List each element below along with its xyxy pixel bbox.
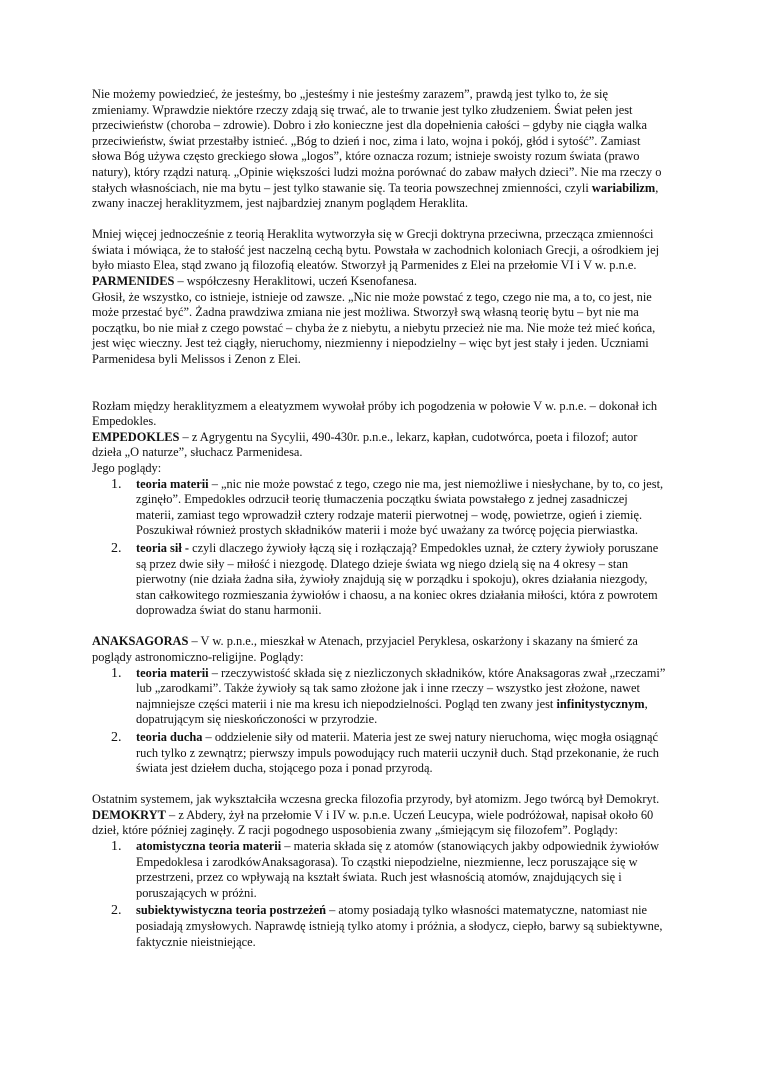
text: , dopatrującym się nieskończoności w przyrodzie. (136, 696, 648, 727)
name-anaksagoras: ANAKSAGORAS (92, 634, 189, 649)
term: teoria sił - (136, 540, 189, 555)
paragraph-anaxagoras (92, 634, 668, 665)
list-item (111, 476, 668, 539)
text-bold-period: . Nie ma rzeczy o stałych własnościach, nie ma bytu – jest tylko stawanie się. Ta teoria powszechnej zmienności, czyli (92, 164, 662, 195)
term-wariabilizm: wariabilizm (591, 180, 656, 195)
name-parmenides: PARMENIDES (92, 274, 175, 289)
list-number: 1. (111, 665, 122, 681)
text: – współczesny Heraklitowi, uczeń Ksenofanesa. (174, 274, 417, 289)
text: Głosił, że wszystko, co istnieje, istnieje od zawsze. „Nic nie może powstać z tego, czego nie ma, a to, co jest, nie może przestać być”. Żadna prawdziwa zmiana nie jest możliwa. Stworzył swą własną teorię bytu – byt nie ma początku, bo nie miał z czego powstać – chyba że z niebytu, a niebytu przecież nie ma. Nie może też mieć końca, jest więc wieczny. Jest też ciągły, nieruchomy, niezmienny i niepodzielny – więc byt jest stały i jeden. Uczniami Parmenidesa byli Melissos i Zenon z Elei. (92, 289, 656, 366)
list-item (111, 729, 668, 777)
text: – atomy posiadają tylko własności matematyczne, natomiast nie posiadają zmysłowych. Naprawdę istnieją tylko atomy i próżnia, a słodycz, ciepło, barwy są subiektywne, faktycznie nieistniejące. (136, 903, 663, 949)
name-demokryt: DEMOKRYT (92, 807, 166, 822)
list-item (111, 665, 668, 728)
paragraph-heraclitus (92, 87, 668, 212)
text: , zwany inaczej heraklityzmem, jest najbardziej znanym poglądem Heraklita. (92, 180, 659, 211)
term: atomistyczna teoria materii (136, 839, 282, 854)
term: subiektywistyczna teoria postrzeżeń (136, 903, 326, 918)
text: – materia składa się z atomów (stanowiących jakby odpowiednik żywiołów Empedoklesa i zarodkówAnaksagorasa). To cząstki niepodzielne, niezmienne, lecz poruszające się w przestrzeni, przez co wpływają na kształt świata. Ruch jest własnością atomów, znajdujących się i poruszających w próżni. (136, 839, 660, 900)
term: teoria materii (136, 665, 209, 680)
text: – oddzielenie siły od materii. Materia jest ze swej natury nieruchoma, więc mogła osiągnąć ruch tylko z zewnątrz; pierwszy impuls powodujący ruch materii uczynił duch. Stąd przekonanie, że ruch świata jest dziełem ducha, stojącego poza i ponad przyrodą. (136, 729, 659, 776)
list-number: 1. (111, 476, 122, 492)
text: czyli dlaczego żywioły łączą się i rozłączają? Empedokles uznał, że cztery żywioły poruszane są przez dwie siły – miłość i niezgodę. Dlatego dzieje świata wg niego dzielą się na 4 okresy – stan pierwotny (nie działa żadna siła, żywioły znajdują się w porządku i spokoju), okres działania niezgody, stan całkowitego rozmieszania żywiołów i chaosu, a na koniec okres działania miłości, która z powrotem doprowadza świat do stanu harmonii. (136, 540, 659, 618)
name-empedokles: EMPEDOKLES (92, 429, 180, 444)
term: teoria ducha (136, 729, 203, 744)
list-democritus-views (92, 839, 668, 950)
text: – z Abdery, żył na przełomie V i IV w. p.n.e. Uczeń Leucypa, wiele podróżował, napisał około 60 dzieł, które później zaginęły. Z racji pogodnego usposobienia zwany „śmiejącym się filozofem”. Poglądy: (92, 807, 654, 838)
term: teoria materii (136, 476, 209, 491)
list-item (111, 839, 668, 901)
paragraph-empedocles (92, 399, 668, 477)
list-number: 2. (111, 729, 122, 745)
paragraph-democritus (92, 792, 668, 839)
text: – „nic nie może powstać z tego, czego nie ma, jest niemożliwe i niesłychane, by to, co jest, zginęło”. Empedokles odrzucił teorię tłumaczenia początku świata powstałego z jednej zasadniczej materii, zamiast tego wprowadził cztery rodzaje materii pierwotnej – wodę, powietrze, ogień i ziemię. Poszukiwał również prostych składników materii i może być uważany za twórcę pojęcia pierwiastka. (136, 476, 664, 538)
text: Ostatnim systemem, jak wykształciła wczesna grecka filozofia przyrody, był atomizm. Jego twórcą był Demokryt. (92, 792, 660, 807)
list-item (111, 540, 668, 619)
text: Mniej więcej jednocześnie z teorią Heraklita wytworzyła się w Grecji doktryna przeciwna, przecząca zmienności świata i mówiąca, że to stałość jest naczelną cechą bytu. Powstała w zachodnich koloniach Grecji, a ośrodkiem jej było miasto Elea, stąd zwano ją filozofią eleatów. Stworzył ją Parmenides z Elei na przełomie VI i V w. p.n.e. (92, 227, 660, 273)
text: Rozłam między heraklityzmem a eleatyzmem wywołał próby ich pogodzenia w połowie V w. p.n.e. – dokonał ich Empedokles. (92, 398, 658, 429)
text: Nie możemy powiedzieć, że jesteśmy, bo „jesteśmy i nie jesteśmy zarazem”, prawdą jest tylko to, że się zmieniamy. Wprawdzie niektóre rzeczy zdają się trwać, ale to trwanie jest tylko złudzeniem. Świat pełen jest przeciwieństw (choroba – zdrowie). Dobro i zło konieczne jest dla dopełnienia całości – gdyby nie ciągła walka przeciwieństw, świat przestałby istnieć. „Bóg to dzień i noc, zima i lato, wojna i pokój, głód i sytość”. Zamiast słowa Bóg używa często greckiego słowa „logos”, które oznacza rozum; istnieje swoisty rozum świata (prawo natury), który rządzi naturą. „Opinie większości ludzi można porównać do zabaw małych dzieci” (92, 87, 647, 179)
list-empedocles-views (92, 477, 668, 619)
text: – z Agrygentu na Sycylii, 490-430r. p.n.e., lekarz, kapłan, cudotwórca, poeta i filozof; autor dzieła „O naturze”, słuchacz Parmenidesa. (92, 429, 638, 460)
list-item (111, 903, 668, 950)
list-number: 2. (111, 540, 122, 556)
text: Jego poglądy: (92, 460, 162, 475)
list-number: 2. (111, 903, 122, 919)
text: – rzeczywistość składa się z niezliczonych składników, które Anaksagoras zwał „rzeczami” lub „zarodkami”. Także żywioły są tak samo złożone jak i inne rzeczy – wszystko jest złożone, nawet najmniejsze części materii i nie ma kresu ich niepodzielności. Pogląd ten zwany jest (136, 665, 666, 711)
text: – V w. p.n.e., mieszkał w Atenach, przyjaciel Peryklesa, oskarżony i skazany na śmierć za poglądy astronomiczno-religijne. Poglądy: (92, 634, 638, 664)
list-anaxagoras-views (92, 666, 668, 777)
paragraph-eleats (92, 227, 668, 367)
list-number: 1. (111, 839, 122, 855)
term-infinitystyczny: infinitystycznym (556, 696, 645, 711)
